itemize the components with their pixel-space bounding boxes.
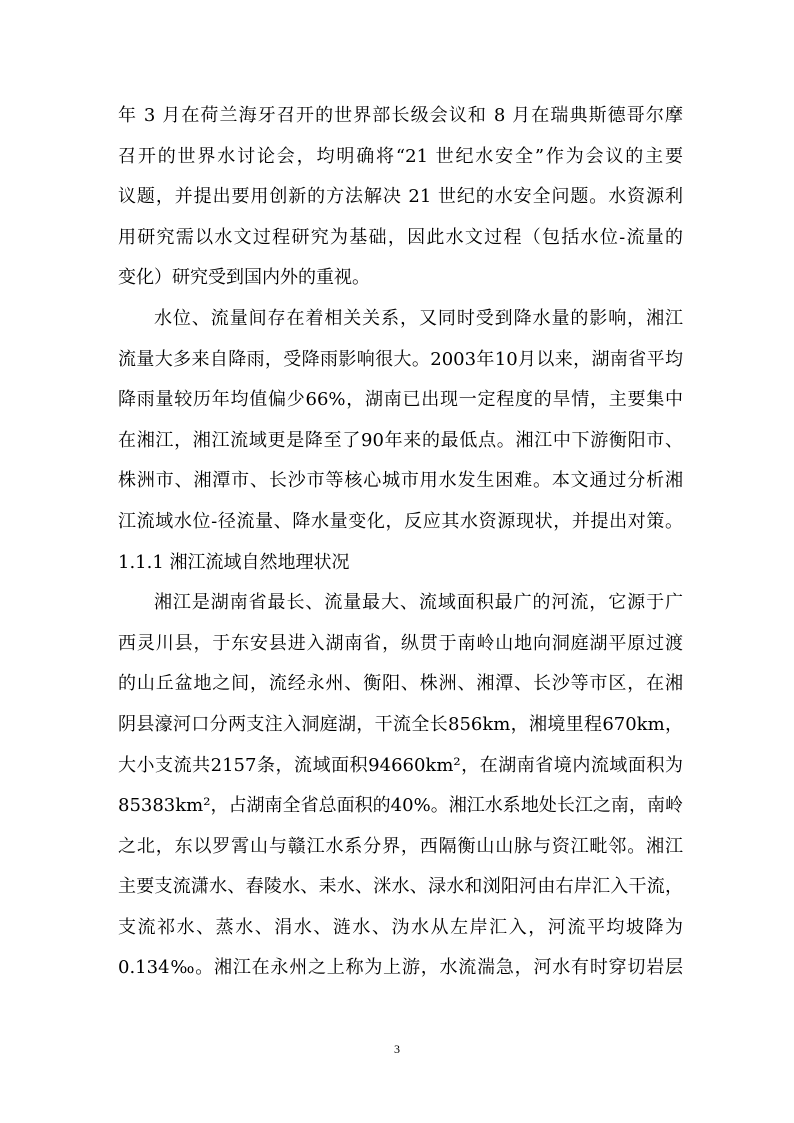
text-line: 大小支流共2157条，流域面积94660km²，在湖南省境内流域面积为	[118, 754, 683, 776]
text-line: 流量大多来自降雨，受降雨影响很大。2003年10月以来，湖南省平均	[118, 348, 683, 370]
text-line: 0.134‰。湘江在永州之上称为上游，水流湍急，河水有时穿切岩层	[118, 957, 683, 979]
text-line: 用研究需以水文过程研究为基础，因此水文过程（包括水位-流量的	[118, 226, 683, 248]
body-text	[118, 96, 683, 989]
text-line: 的山丘盆地之间，流经永州、衡阳、株洲、湘潭、长沙等市区，在湘	[118, 673, 683, 695]
text-line: 变化）研究受到国内外的重视。	[118, 267, 370, 289]
text-line: 召开的世界水讨论会，均明确将“21 世纪水安全”作为会议的主要	[118, 145, 683, 167]
text-line: 之北，东以罗霄山与赣江水系分界，西隔衡山山脉与资江毗邻。湘江	[118, 835, 683, 857]
text-line: 主要支流潇水、舂陵水、耒水、洣水、渌水和浏阳河由右岸汇入干流，	[118, 876, 683, 898]
text-line: 降雨量较历年均值偏少66%，湖南已出现一定程度的旱情，主要集中	[118, 389, 683, 411]
text-line: 年 3 月在荷兰海牙召开的世界部长级会议和 8 月在瑞典斯德哥尔摩	[118, 105, 683, 126]
section-heading: 1.1.1 湘江流域自然地理状况	[118, 551, 350, 573]
page-number: 3	[394, 1042, 400, 1056]
paragraph-first-line: 湘江是湖南省最长、流量最大、流域面积最广的河流，它源于广	[154, 592, 683, 614]
paragraph-first-line: 水位、流量间存在着相关关系，又同时受到降水量的影响，湘江	[154, 307, 683, 329]
text-line: 议题，并提出要用创新的方法解决 21 世纪的水安全问题。水资源利	[118, 186, 683, 208]
text-line: 江流域水位-径流量、降水量变化，反应其水资源现状，并提出对策。	[118, 510, 683, 532]
text-line: 株洲市、湘潭市、长沙市等核心城市用水发生困难。本文通过分析湘	[118, 470, 683, 492]
text-line: 阴县濠河口分两支注入洞庭湖，干流全长856km，湘境里程670km，	[118, 713, 683, 735]
text-line: 西灵川县，于东安县进入湖南省，纵贯于南岭山地向洞庭湖平原过渡	[118, 632, 683, 654]
text-line: 支流祁水、蒸水、涓水、涟水、沩水从左岸汇入，河流平均坡降为	[118, 916, 683, 938]
text-line: 85383km²，占湖南全省总面积的40%。湘江水系地处长江之南，南岭	[118, 795, 683, 817]
text-line: 在湘江，湘江流域更是降至了90年来的最低点。湘江中下游衡阳市、	[118, 429, 683, 451]
